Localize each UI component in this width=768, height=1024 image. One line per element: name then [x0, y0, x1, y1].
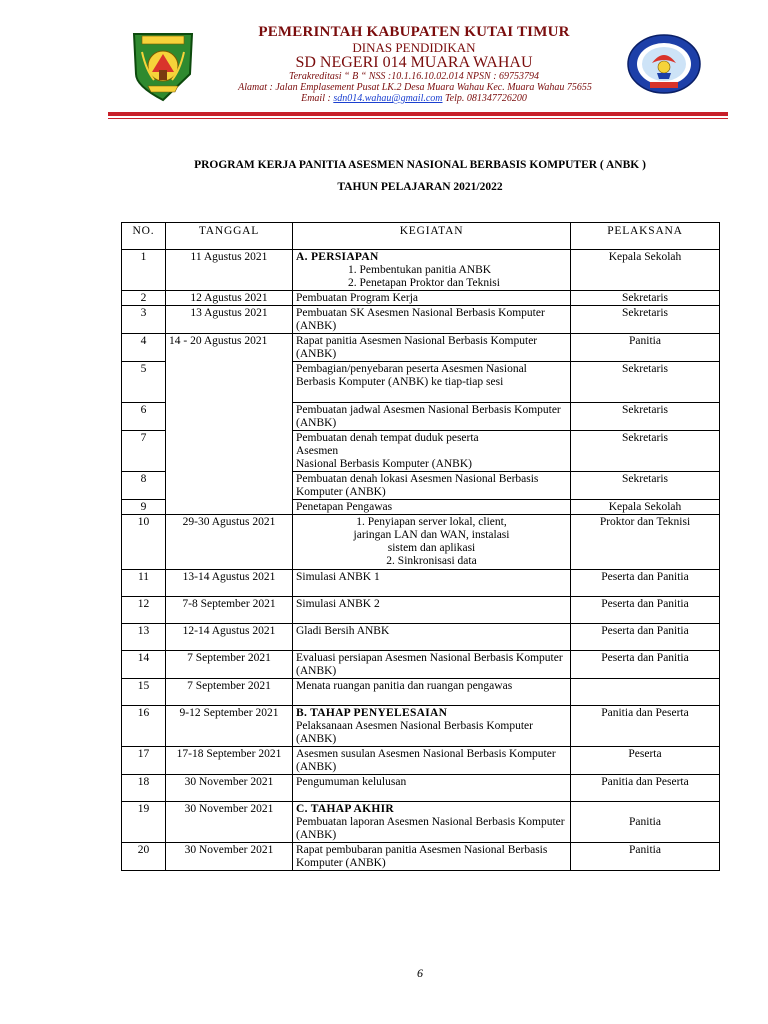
row-no: 3 [122, 306, 166, 334]
list-item: 1. Pembentukan panitia ANBK [348, 264, 492, 276]
row-executor: Panitia dan Peserta [571, 706, 720, 747]
header-no: NO. [122, 223, 166, 250]
row-activity [293, 802, 571, 843]
row-date: 13 Agustus 2021 [166, 306, 293, 334]
phone-number: Telp. 081347726200 [442, 93, 527, 104]
letterhead-school: SD NEGERI 014 MUARA WAHAU [295, 54, 533, 71]
table-row [122, 291, 720, 306]
row-activity: Rapat pembubaran panitia Asesmen Nasional Berbasis Komputer (ANBK) [293, 843, 571, 871]
row-executor: Panitia dan Peserta [571, 775, 720, 802]
row-activity: Menata ruangan panitia dan ruangan pengawas [293, 679, 571, 706]
activity-line: Asesmen [296, 445, 339, 457]
row-activity: Penetapan Pengawas [293, 500, 571, 515]
section-heading: B. TAHAP PENYELESAIAN [296, 707, 448, 719]
row-activity [293, 706, 571, 747]
section-heading: C. TAHAP AKHIR [296, 803, 395, 815]
letterhead [0, 0, 768, 120]
row-activity: Pembuatan SK Asesmen Nasional Berbasis Komputer (ANBK) [293, 306, 571, 334]
row-no: 6 [122, 403, 166, 431]
row-executor: Peserta dan Panitia [571, 624, 720, 651]
row-no: 20 [122, 843, 166, 871]
row-date: 29-30 Agustus 2021 [166, 515, 293, 570]
table-row [122, 306, 720, 334]
row-activity: Pengumuman kelulusan [293, 775, 571, 802]
row-executor [571, 679, 720, 706]
letterhead-department: DINAS PENDIDIKAN [352, 40, 476, 55]
page-number: 6 [417, 966, 423, 980]
list-item-continued: sistem dan aplikasi [387, 542, 476, 554]
row-no: 18 [122, 775, 166, 802]
document-title: PROGRAM KERJA PANITIA ASESMEN NASIONAL BERBASIS KOMPUTER ( ANBK ) [194, 159, 646, 171]
row-no: 9 [122, 500, 166, 515]
letterhead-address: Alamat : Jalan Emplasement Pusat LK.2 Desa Muara Wahau Kec. Muara Wahau 75655 [238, 82, 592, 93]
row-activity: Rapat panitia Asesmen Nasional Berbasis Komputer (ANBK) [293, 334, 571, 362]
row-no: 17 [122, 747, 166, 775]
table-header-row [122, 223, 720, 250]
row-activity [293, 250, 571, 291]
row-no: 7 [122, 431, 166, 472]
table-row [122, 515, 720, 570]
row-date: 7 September 2021 [166, 679, 293, 706]
row-executor: Peserta dan Panitia [571, 570, 720, 597]
row-executor: Sekretaris [571, 362, 720, 403]
row-activity: Pembuatan Program Kerja [293, 291, 571, 306]
row-executor: Panitia [571, 802, 720, 843]
letterhead-contact [200, 93, 628, 104]
row-date: 30 November 2021 [166, 775, 293, 802]
row-executor: Peserta dan Panitia [571, 597, 720, 624]
row-activity [293, 515, 571, 570]
row-executor: Proktor dan Teknisi [571, 515, 720, 570]
letterhead-government: PEMERINTAH KABUPATEN KUTAI TIMUR [258, 24, 570, 40]
row-executor: Sekretaris [571, 403, 720, 431]
tut-wuri-handayani-emblem-icon [626, 33, 702, 95]
table-row [122, 624, 720, 651]
table-row [122, 570, 720, 597]
row-executor: Panitia [571, 334, 720, 362]
table-row [122, 843, 720, 871]
row-no: 4 [122, 334, 166, 362]
row-activity: Pembuatan jadwal Asesmen Nasional Berbasis Komputer (ANBK) [293, 403, 571, 431]
row-date: 7 September 2021 [166, 651, 293, 679]
table-row [122, 334, 720, 362]
row-no: 2 [122, 291, 166, 306]
list-item-continued: jaringan LAN dan WAN, instalasi [353, 529, 510, 541]
row-date: 12 Agustus 2021 [166, 291, 293, 306]
row-date: 7-8 September 2021 [166, 597, 293, 624]
row-no: 11 [122, 570, 166, 597]
letterhead-rule [108, 112, 728, 116]
activity-line: Pembuatan denah tempat duduk peserta [296, 432, 479, 444]
program-table [121, 222, 720, 871]
table-row [122, 747, 720, 775]
row-executor: Peserta [571, 747, 720, 775]
activity-text: Pelaksanaan Asesmen Nasional Berbasis Komputer (ANBK) [296, 720, 533, 745]
row-executor: Kepala Sekolah [571, 500, 720, 515]
row-date: 9-12 September 2021 [166, 706, 293, 747]
row-date: 12-14 Agustus 2021 [166, 624, 293, 651]
row-date: 30 November 2021 [166, 802, 293, 843]
letterhead-rule-thin [108, 118, 728, 119]
row-executor: Peserta dan Panitia [571, 651, 720, 679]
row-activity: Asesmen susulan Asesmen Nasional Berbasis Komputer (ANBK) [293, 747, 571, 775]
email-prefix: Email : [301, 93, 334, 104]
activity-line: Nasional Berbasis Komputer (ANBK) [296, 458, 472, 470]
row-activity: Pembagian/penyebaran peserta Asesmen Nasional Berbasis Komputer (ANBK) ke tiap-tiap sesi [293, 362, 571, 403]
row-executor: Sekretaris [571, 431, 720, 472]
table-row [122, 706, 720, 747]
letterhead-accreditation: Terakreditasi “ B “ NSS :10.1.16.10.02.014 NPSN : 69753794 [288, 71, 540, 82]
kutai-timur-emblem-icon [128, 26, 198, 102]
section-heading: A. PERSIAPAN [296, 251, 379, 263]
row-date: 11 Agustus 2021 [166, 250, 293, 291]
row-date: 17-18 September 2021 [166, 747, 293, 775]
row-no: 16 [122, 706, 166, 747]
row-activity: Simulasi ANBK 2 [293, 597, 571, 624]
table-row [122, 250, 720, 291]
row-executor: Sekretaris [571, 306, 720, 334]
row-date: 30 November 2021 [166, 843, 293, 871]
email-link[interactable]: sdn014.wahau@gmail.com [333, 93, 443, 104]
row-no: 15 [122, 679, 166, 706]
header-pelaksana: PELAKSANA [571, 223, 720, 250]
row-no: 5 [122, 362, 166, 403]
row-activity: Evaluasi persiapan Asesmen Nasional Berbasis Komputer (ANBK) [293, 651, 571, 679]
row-executor: Sekretaris [571, 472, 720, 500]
table-row [122, 679, 720, 706]
table-row [122, 775, 720, 802]
list-item: 2. Penetapan Proktor dan Teknisi [348, 277, 500, 289]
row-activity [293, 431, 571, 472]
row-date: 13-14 Agustus 2021 [166, 570, 293, 597]
activity-text: Pembuatan laporan Asesmen Nasional Berbasis Komputer (ANBK) [296, 816, 565, 841]
row-executor: Panitia [571, 843, 720, 871]
header-kegiatan: KEGIATAN [293, 223, 571, 250]
row-executor: Sekretaris [571, 291, 720, 306]
row-no: 14 [122, 651, 166, 679]
table-row [122, 651, 720, 679]
row-no: 10 [122, 515, 166, 570]
row-executor: Kepala Sekolah [571, 250, 720, 291]
row-date: 14 - 20 Agustus 2021 [166, 334, 293, 515]
row-no: 19 [122, 802, 166, 843]
table-row [122, 597, 720, 624]
header-tanggal: TANGGAL [166, 223, 293, 250]
row-no: 12 [122, 597, 166, 624]
row-activity: Simulasi ANBK 1 [293, 570, 571, 597]
list-item: 2. Sinkronisasi data [386, 555, 477, 567]
row-no: 1 [122, 250, 166, 291]
row-activity: Pembuatan denah lokasi Asesmen Nasional Berbasis Komputer (ANBK) [293, 472, 571, 500]
table-row [122, 802, 720, 843]
row-no: 8 [122, 472, 166, 500]
list-item: 1. Penyiapan server lokal, client, [356, 516, 507, 528]
row-no: 13 [122, 624, 166, 651]
document-subtitle: TAHUN PELAJARAN 2021/2022 [337, 181, 503, 193]
row-activity: Gladi Bersih ANBK [293, 624, 571, 651]
